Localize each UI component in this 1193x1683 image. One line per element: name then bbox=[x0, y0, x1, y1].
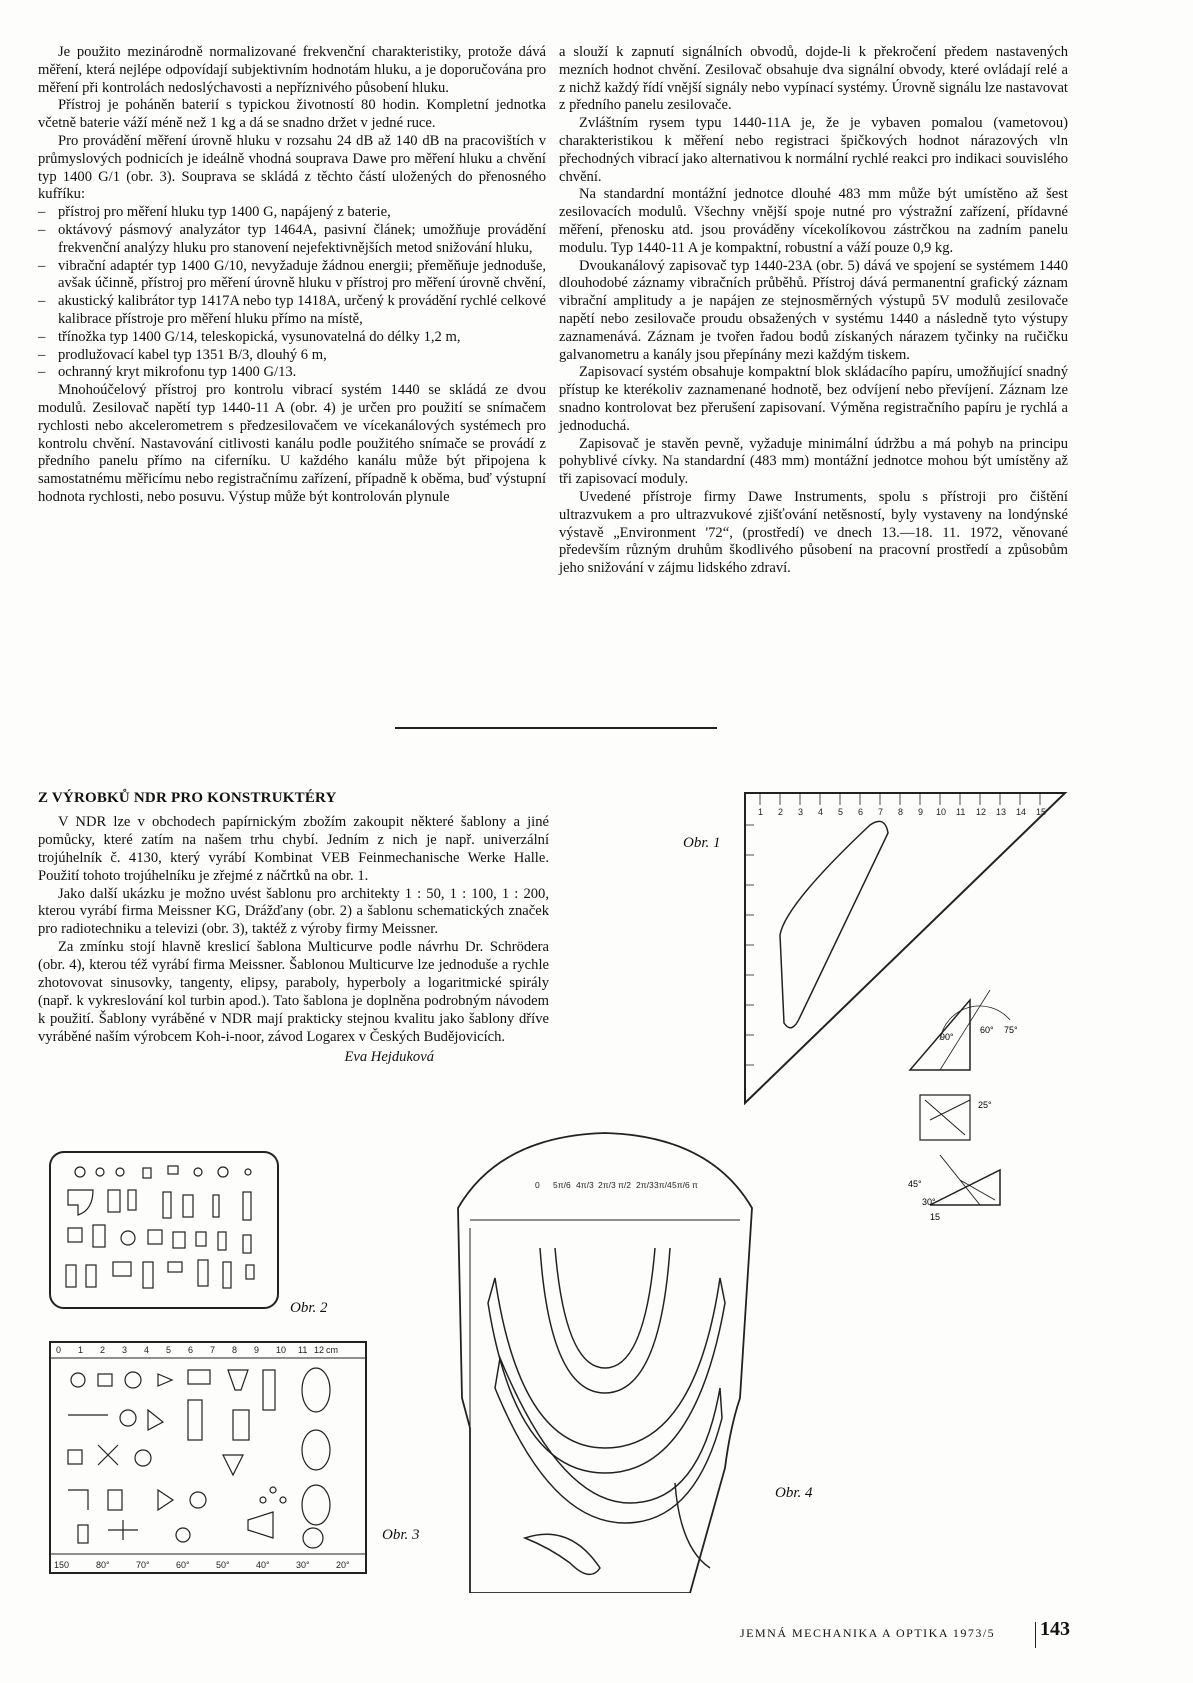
scale-label: 60° bbox=[176, 1560, 190, 1570]
angle-label: 25° bbox=[978, 1100, 992, 1110]
scale-label: 7 bbox=[878, 807, 884, 817]
angle-label: 75° bbox=[1004, 1025, 1018, 1035]
scale-label: 0 bbox=[535, 1180, 540, 1190]
footer-separator bbox=[1035, 1622, 1036, 1648]
angle-label: 15 bbox=[930, 1212, 941, 1222]
paragraph: Za zmínku stojí hlavně kreslicí šablona Multicurve podle návrhu Dr. Schrödera (obr. 4), kterou též vyrábí firma Meissner. Šablonou Multicurve lze jednoduše a rychle zhotovovat sinusovky, tangenty, elipsy, paraboly, hyperboly a logaritmické spirály (např. k vykreslování kol turbin apod.). Tato šablona je doplněna podrobným návodem k použití. Šablony vyráběné v NDR mají prakticky stejnou kvalitu jako šablony dříve vyráběné naším výrobcem Koh-i-noor, závod Logarex v Českých Budějovicích. bbox=[38, 939, 549, 1045]
paragraph: Je použito mezinárodně normalizované frekvenční charakteristiky, protože dává měření, která nejlépe odpovídají subjektivním hodnotám hluku, a je doporučována pro měření při kontrolách nedoslýchavosti a nepříznivého působení hluku. bbox=[38, 44, 546, 96]
scale-label: π/2 bbox=[618, 1180, 631, 1190]
journal-footer: JEMNÁ MECHANIKA A OPTIKA 1973/5 bbox=[740, 1626, 996, 1640]
scale-label: 3 bbox=[798, 807, 804, 817]
figure-3-symbol-template bbox=[48, 1340, 368, 1575]
scale-label: 7 bbox=[210, 1345, 216, 1355]
scale-label: 11 bbox=[956, 807, 966, 817]
scale-label: 8 bbox=[898, 807, 904, 817]
scale-label: 5π/6 bbox=[672, 1180, 690, 1190]
left-column bbox=[38, 44, 546, 507]
list-item: – přístroj pro měření hluku typ 1400 G, napájený z baterie, bbox=[38, 204, 546, 222]
scale-label: 4 bbox=[144, 1345, 150, 1355]
scale-label: 1 bbox=[758, 807, 764, 817]
list-item: – třínožka typ 1400 G/14, teleskopická, vysunovatelná do délky 1,2 m, bbox=[38, 329, 546, 347]
article-author: Eva Hejduková bbox=[344, 1048, 434, 1065]
scale-label: 50° bbox=[216, 1560, 230, 1570]
component-list bbox=[38, 204, 546, 382]
scale-label: 70° bbox=[136, 1560, 150, 1570]
scale-label: 14 bbox=[1016, 807, 1027, 817]
scale-label: 15 bbox=[1036, 807, 1047, 817]
scale-label: 1 bbox=[78, 1345, 84, 1355]
figure-1-angle-sketches bbox=[900, 980, 1060, 1240]
scale-label: 5 bbox=[166, 1345, 172, 1355]
scale-label: 2 bbox=[100, 1345, 106, 1355]
figure-3-caption: Obr. 3 bbox=[382, 1527, 420, 1543]
figure-4-caption: Obr. 4 bbox=[775, 1485, 813, 1501]
figure-2-caption: Obr. 2 bbox=[290, 1300, 328, 1316]
scale-label: 10 bbox=[276, 1345, 287, 1355]
scale-label: 11 bbox=[298, 1345, 308, 1355]
article bbox=[38, 790, 549, 1067]
scale-label: 40° bbox=[256, 1560, 270, 1570]
scale-label: 80° bbox=[96, 1560, 110, 1570]
paragraph: Mnohoúčelový přístroj pro kontrolu vibrací systém 1440 se skládá ze dvou modulů. Zesilovač napětí typ 1440-11 A (obr. 4) je určen pro použití se snímačem rychlosti nebo akcelerometrem s předzesilovačem ve vícekanálových systémech pro kontrolu chvění. Nastavování citlivosti kanálu podle použitého snímače se provádí z předního panelu přímo na ciferníku. U každého kanálu může být připojena k samostatnému měřicímu nebo registračnímu zařízení, případně k oběma, buď výstupní hodnota rychlosti, nebo posuvu. Výstup může být kontrolován plynule bbox=[38, 382, 546, 505]
scale-label: 8 bbox=[232, 1345, 238, 1355]
scale-label: 12 bbox=[314, 1345, 325, 1355]
paragraph: Zapisovač je stavěn pevně, vyžaduje minimální údržbu a má pohyb na principu pohyblivé cívky. Na standardní (483 mm) montážní jednotce mohou být umístěny až tři zapisovací moduly. bbox=[559, 435, 1068, 488]
scale-label: 6 bbox=[188, 1345, 194, 1355]
list-item: – ochranný kryt mikrofonu typ 1400 G/13. bbox=[38, 364, 546, 382]
angle-label: 60° bbox=[980, 1025, 994, 1035]
scale-label: 6 bbox=[858, 807, 864, 817]
scale-label: 20° bbox=[336, 1560, 350, 1570]
scale-label: 9 bbox=[918, 807, 924, 817]
scale-label: 0 bbox=[56, 1345, 62, 1355]
paragraph: Zapisovací systém obsahuje kompaktní blok skládacího papíru, umožňující snadný přístup ke kterékoliv zaznamenané hodnotě, bez odvíjení nebo převíjení. Záznam lze snadno kontrolovat bez přerušení zapisovaní. Výměna registračního papíru je rychlá a jednoduchá. bbox=[559, 364, 1068, 434]
list-item: – vibrační adaptér typ 1400 G/10, nevyžaduje žádnou energii; přeměňuje jednoduše, avšak účinně, přístroj pro měření úrovně hluku v přístroj pro měření úrovně chvění, bbox=[38, 258, 546, 294]
unit-label: cm bbox=[326, 1345, 338, 1355]
scale-label: 30° bbox=[296, 1560, 310, 1570]
scale-label: 10 bbox=[936, 807, 947, 817]
paragraph: Zvláštním rysem typu 1440-11A je, že je vybaven pomalou (vametovou) charakteristikou k měření nebo registraci špičkových hodnot nárazových vln přechodných vibrací jako alternativou k normální rychlé reakci pro indikaci souvislého chvění. bbox=[559, 115, 1068, 185]
right-column bbox=[559, 44, 1068, 578]
figure-1-caption: Obr. 1 bbox=[683, 835, 721, 851]
paragraph: Přístroj je poháněn baterií s typickou životností 80 hodin. Kompletní jednotka včetně baterie váží méně než 1 kg a dá se snadno držet v jedné ruce. bbox=[38, 97, 546, 132]
page-number: 143 bbox=[1040, 1618, 1070, 1640]
paragraph: Jako další ukázku je možno uvést šablonu pro architekty 1 : 50, 1 : 100, 1 : 200, kterou vyrábí firma Meissner KG, Drážďany (obr. 2) a šablonu schematických značek pro radiotechniku a televizi (obr. 3), taktéž z výroby firmy Meissner. bbox=[38, 885, 549, 938]
paragraph: Uvedené přístroje firmy Dawe Instruments, spolu s přístroji pro čištění ultrazvukem a pro ultrazvukové zjišťování netěsností, byly vystaveny na londýnské výstavě „Environment '72“, (prostředí) ve dnech 13.—18. 11. 1972, věnované především různým druhům škodlivého působení na pracovní prostředí a způsobům jeho snižování v zájmu lidského zdraví. bbox=[559, 488, 1068, 577]
scale-label: 5 bbox=[838, 807, 844, 817]
scale-label: 12 bbox=[976, 807, 987, 817]
paragraph: Na standardní montážní jednotce dlouhé 483 mm může být umístěno až šest zesilovacích modulů. Všechny vnější spoje nutné pro výstražní zařízení, přídavné měření, přenosku atd. jsou prováděny vícekolíkovou zástrčkou na zadním panelu modulu. Typ 1440-11 A je kompaktní, robustní a váží pouze 0,9 kg. bbox=[559, 186, 1068, 256]
scale-label: 2 bbox=[778, 807, 784, 817]
figure-4-multicurve-template bbox=[440, 1128, 770, 1593]
article-title: Z VÝROBKŮ NDR PRO KONSTRUKTÉRY bbox=[38, 790, 337, 806]
scale-label: 3 bbox=[122, 1345, 128, 1355]
angle-label: 90° bbox=[940, 1032, 954, 1042]
angle-label: 45° bbox=[908, 1179, 922, 1189]
list-item: – akustický kalibrátor typ 1417A nebo typ 1418A, určený k provádění rychlé celkové kalibrace přístroje pro měření hluku přímo na místě, bbox=[38, 293, 546, 329]
scale-label: π bbox=[692, 1180, 698, 1190]
scale-label: 150 bbox=[54, 1560, 70, 1570]
scale-label: 2π/3 bbox=[636, 1180, 654, 1190]
paragraph: V NDR lze v obchodech papírnickým zbožím zakoupit některé šablony a jiné pomůcky, které zatím na našem trhu chybí. Jedním z nich je např. univerzální trojúhelník č. 4130, který vyrábí Kombinat VEB Feinmechanische Werke Halle. Použití tohoto trojúhelníku je zřejmé z náčrtků na obr. 1. bbox=[38, 813, 549, 884]
scale-label: 9 bbox=[254, 1345, 260, 1355]
paragraph: a slouží k zapnutí signálních obvodů, dojde-li k překročení předem nastavených mezních hodnot chvění. Zesilovač obsahuje dva signální obvody, které ovládají relé a z nichž každý řídí vnější signály nebo vypínací systémy. Úrovně signálu lze nastavovat z předního panelu zesilovače. bbox=[559, 44, 1068, 114]
list-item: – oktávový pásmový analyzátor typ 1464A, pasivní článek; umožňuje provádění frekvenční analýzy hluku pro stanovení nejefektivnějších metod snižování hluku, bbox=[38, 222, 546, 258]
scale-label: 2π/3 bbox=[598, 1180, 616, 1190]
paragraph: Dvoukanálový zapisovač typ 1440-23A (obr. 5) dává ve spojení se systémem 1440 dlouhodobé záznamy vibračních průběhů. Přístroj dává permanentní grafický záznam vibrační amplitudy a je napájen ze stejnosměrných výstupů 5V modulů zesilovače napětí nebo zesilovače proudu obsažených v systému 1440 a následně tyto výstupy zaznamenává. Záznam je tvořen řadou bodů získaných nárazem tyčinky na ručičku galvanometru a kanály jsou přepínány mezi každým tiskem. bbox=[559, 257, 1068, 363]
figure-2-architect-template bbox=[48, 1150, 280, 1310]
paragraph: Pro provádění měření úrovně hluku v rozsahu 24 dB až 140 dB na pracovištích v průmyslových podnicích je ideálně vhodná souprava Dawe pro měření hluku a chvění typ 1400 G/1 (obr. 3). Souprava se skládá z těchto částí uložených do přenosného kufříku: bbox=[38, 132, 546, 203]
angle-label: 30° bbox=[922, 1197, 936, 1207]
scale-label: 13 bbox=[996, 807, 1007, 817]
scale-label: 3π/4 bbox=[654, 1180, 672, 1190]
section-divider bbox=[395, 727, 717, 729]
list-item: – prodlužovací kabel typ 1351 B/3, dlouhý 6 m, bbox=[38, 347, 546, 365]
scale-label: 4π/3 bbox=[576, 1180, 594, 1190]
scale-label: 5π/6 bbox=[553, 1180, 571, 1190]
scale-label: 4 bbox=[818, 807, 824, 817]
